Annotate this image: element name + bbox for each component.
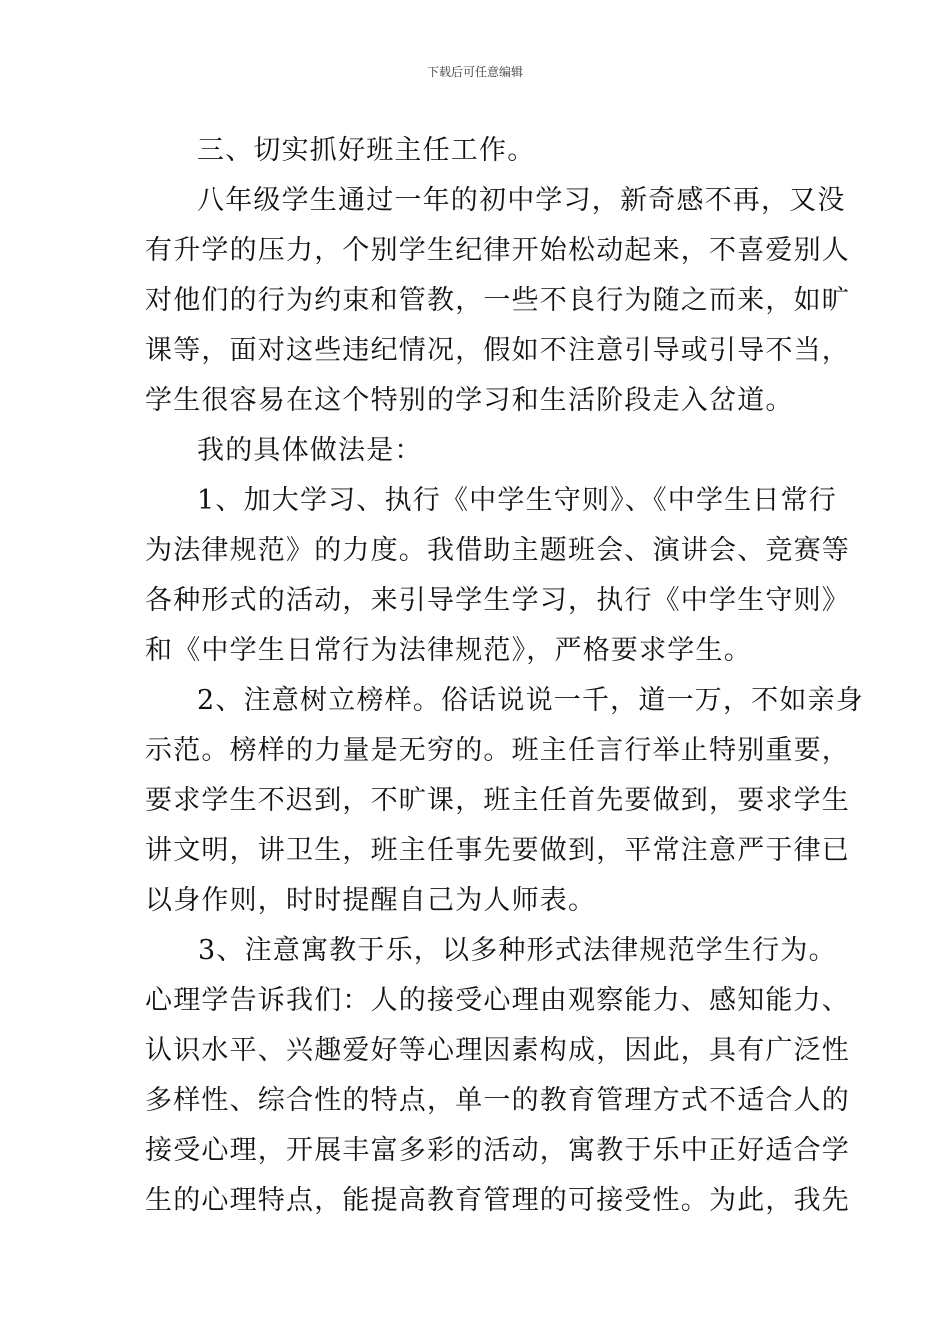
page-header: 下载后可任意编辑 [426,65,523,79]
paragraph-line: 有升学的压力，个别学生纪律开始松动起来，不喜爱别人 [145,235,850,266]
paragraph-line: 1、加大学习、执行《中学生守则》、《中学生日常行 [197,485,837,516]
paragraph-line: 我的具体做法是： [197,435,423,466]
paragraph-line: 多样性、综合性的特点，单一的教育管理方式不适合人的 [145,1085,850,1116]
paragraph-line: 认识水平、兴趣爱好等心理因素构成，因此，具有广泛性 [145,1035,850,1066]
section-heading: 三、切实抓好班主任工作。 [197,135,536,166]
paragraph-line: 对他们的行为约束和管教，一些不良行为随之而来，如旷 [145,285,850,316]
paragraph-line: 和《中学生日常行为法律规范》，严格要求学生。 [145,635,752,666]
paragraph-line: 示范。榜样的力量是无穷的。班主任言行举止特别重要， [145,735,850,766]
paragraph-line: 接受心理，开展丰富多彩的活动，寓教于乐中正好适合学 [145,1135,850,1166]
paragraph-line: 要求学生不迟到，不旷课，班主任首先要做到，要求学生 [145,785,850,816]
paragraph-line: 八年级学生通过一年的初中学习，新奇感不再，又没 [197,185,846,216]
paragraph-line: 为法律规范》的力度。我借助主题班会、演讲会、竞赛等 [145,535,850,566]
paragraph-line: 2、注意树立榜样。俗话说说一千，道一万，不如亲身 [197,685,864,716]
paragraph-line: 3、注意寓教于乐，以多种形式法律规范学生行为。 [198,935,837,966]
paragraph-line: 以身作则，时时提醒自己为人师表。 [145,885,597,916]
paragraph-line: 生的心理特点，能提高教育管理的可接受性。为此，我先 [145,1185,850,1216]
paragraph-line: 各种形式的活动，来引导学生学习，执行《中学生守则》 [145,585,850,616]
paragraph-line: 课等，面对这些违纪情况，假如不注意引导或引导不当， [145,335,850,366]
paragraph-line: 讲文明，讲卫生，班主任事先要做到，平常注意严于律已 [145,835,850,866]
paragraph-line: 学生很容易在这个特别的学习和生活阶段走入岔道。 [145,385,794,416]
paragraph-line: 心理学告诉我们：人的接受心理由观察能力、感知能力、 [145,985,850,1016]
